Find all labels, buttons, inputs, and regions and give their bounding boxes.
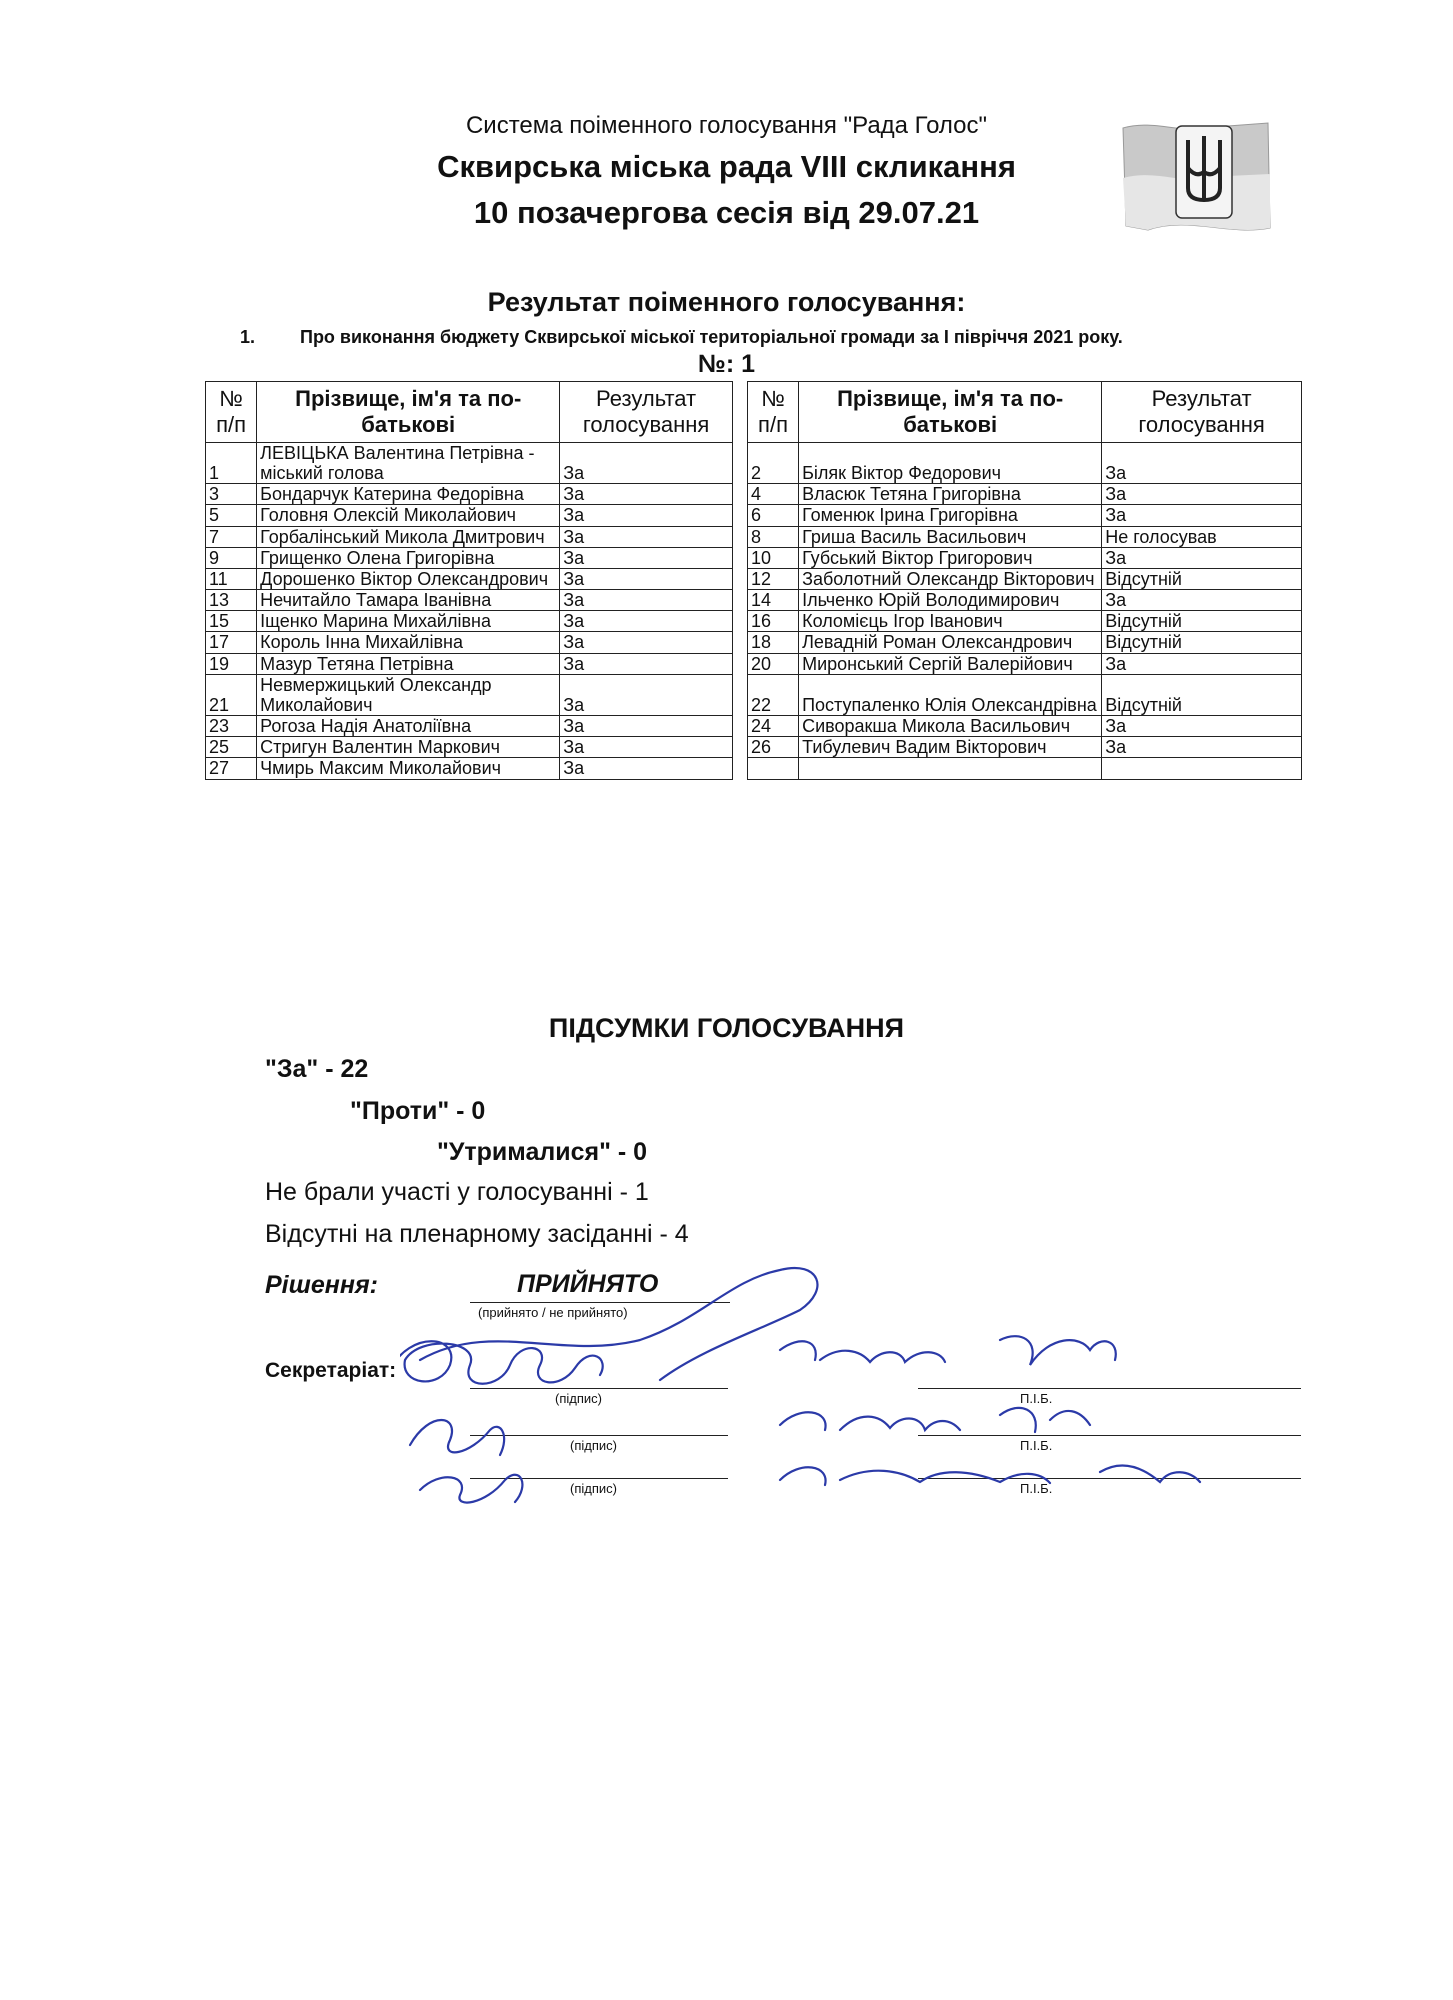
- signature-3-stroke: [420, 1475, 522, 1503]
- cell-name-right: Сиворакша Микола Васильович: [799, 716, 1102, 737]
- cell-name: Бондарчук Катерина Федорівна: [257, 484, 560, 505]
- cell-result-right: Відсутній: [1102, 568, 1302, 589]
- column-gap: [732, 443, 747, 484]
- system-name: Система поіменного голосування "Рада Голос": [465, 112, 988, 139]
- cell-name-right: Гоменюк Ірина Григорівна: [799, 505, 1102, 526]
- summary-title: ПІДСУМКИ ГОЛОСУВАННЯ: [548, 1013, 905, 1043]
- ukraine-flag-trident-emblem: [1118, 118, 1278, 238]
- cell-name: Король Інна Михайлівна: [257, 632, 560, 653]
- header-name: Прізвище, ім'я та по-батькові: [257, 382, 560, 443]
- header-no: № п/п: [206, 382, 257, 443]
- cell-name-right: Тибулевич Вадим Вікторович: [799, 737, 1102, 758]
- cell-no: 9: [206, 547, 257, 568]
- cell-result: За: [560, 737, 733, 758]
- cell-name: Чмирь Максим Миколайович: [257, 758, 560, 779]
- cell-no: 27: [206, 758, 257, 779]
- cell-result: За: [560, 653, 733, 674]
- summary-za: "За" - 22: [265, 1055, 369, 1083]
- cell-name-right: Губський Віктор Григорович: [799, 547, 1102, 568]
- signature-2-stroke: [410, 1420, 504, 1455]
- cell-name-right: Ільченко Юрій Володимирович: [799, 590, 1102, 611]
- cell-result-right: За: [1102, 737, 1302, 758]
- cell-result-right: [1102, 758, 1302, 779]
- cell-result: За: [560, 526, 733, 547]
- cell-result-right: За: [1102, 653, 1302, 674]
- agenda-text: Про виконання бюджету Сквирської міської територіальної громади за І півріччя 2021 року.: [300, 327, 1123, 347]
- cell-result: За: [560, 484, 733, 505]
- decision-label: Рішення:: [265, 1271, 379, 1299]
- cell-no-right: [747, 758, 798, 779]
- cell-no-right: 24: [747, 716, 798, 737]
- cell-name: Головня Олексій Миколайович: [257, 505, 560, 526]
- cell-result-right: За: [1102, 547, 1302, 568]
- name-caption-1: П.І.Б.: [1020, 1391, 1053, 1406]
- signature-caption-2: (підпис): [570, 1438, 617, 1453]
- cell-result: За: [560, 611, 733, 632]
- column-gap: [732, 758, 747, 779]
- cell-name-right: Левадній Роман Олександрович: [799, 632, 1102, 653]
- table-row: [206, 484, 1302, 505]
- name-caption-2: П.І.Б.: [1020, 1438, 1053, 1453]
- column-gap: [732, 484, 747, 505]
- header-result-right: Результат голосування: [1102, 382, 1302, 443]
- cell-name-right: Заболотний Олександр Вікторович: [799, 568, 1102, 589]
- cell-name-right: Власюк Тетяна Григорівна: [799, 484, 1102, 505]
- cell-no-right: 10: [747, 547, 798, 568]
- column-gap: [732, 382, 747, 443]
- decision-hint: (прийнято / не прийнято): [478, 1305, 628, 1320]
- cell-no: 21: [206, 674, 257, 715]
- table-row: [206, 590, 1302, 611]
- handwritten-name-1: [780, 1336, 1116, 1365]
- vote-number: №: 1: [697, 350, 756, 378]
- vote-rows: [206, 443, 1302, 780]
- cell-name: Рогоза Надія Анатоліївна: [257, 716, 560, 737]
- signature-1-loops: [400, 1341, 603, 1384]
- column-gap: [732, 526, 747, 547]
- column-gap: [732, 611, 747, 632]
- cell-no: 17: [206, 632, 257, 653]
- name-caption-3: П.І.Б.: [1020, 1481, 1053, 1496]
- cell-no-right: 8: [747, 526, 798, 547]
- table-row: [206, 547, 1302, 568]
- cell-no: 25: [206, 737, 257, 758]
- result-title: Результат поіменного голосування:: [487, 287, 966, 317]
- long-signature-stroke: [420, 1268, 817, 1380]
- table-row: [206, 505, 1302, 526]
- cell-result-right: За: [1102, 590, 1302, 611]
- cell-result-right: За: [1102, 716, 1302, 737]
- table-row: [206, 632, 1302, 653]
- cell-name: Невмержицький Олександр Миколайович: [257, 674, 560, 715]
- cell-name-right: Гриша Василь Васильович: [799, 526, 1102, 547]
- cell-result-right: За: [1102, 443, 1302, 484]
- header-name-right: Прізвище, ім'я та по-батькові: [799, 382, 1102, 443]
- column-gap: [732, 590, 747, 611]
- agenda-number: 1.: [240, 327, 256, 347]
- handwritten-name-2: [780, 1408, 1090, 1432]
- cell-no-right: 22: [747, 674, 798, 715]
- summary-proty: "Проти" - 0: [350, 1097, 486, 1125]
- cell-name-right: Біляк Віктор Федорович: [799, 443, 1102, 484]
- table-row: [206, 758, 1302, 779]
- session-title: 10 позачергова сесія від 29.07.21: [473, 195, 980, 230]
- council-title: Сквирська міська рада VIII скликання: [437, 149, 1016, 184]
- cell-result: За: [560, 568, 733, 589]
- column-gap: [732, 737, 747, 758]
- decision-value: ПРИЙНЯТО: [517, 1270, 659, 1298]
- cell-result-right: Відсутній: [1102, 674, 1302, 715]
- column-gap: [732, 674, 747, 715]
- table-row: [206, 568, 1302, 589]
- cell-no: 3: [206, 484, 257, 505]
- cell-result: За: [560, 505, 733, 526]
- table-row: [206, 611, 1302, 632]
- cell-no: 1: [206, 443, 257, 484]
- cell-no-right: 14: [747, 590, 798, 611]
- cell-no: 11: [206, 568, 257, 589]
- cell-no-right: 12: [747, 568, 798, 589]
- cell-result-right: Відсутній: [1102, 632, 1302, 653]
- column-gap: [732, 716, 747, 737]
- summary-not-participated: Не брали участі у голосуванні - 1: [265, 1178, 649, 1206]
- cell-name-right: Поступаленко Юлія Олександрівна: [799, 674, 1102, 715]
- table-row: [206, 443, 1302, 484]
- summary-absent: Відсутні на пленарному засіданні - 4: [265, 1220, 689, 1248]
- cell-no-right: 4: [747, 484, 798, 505]
- cell-result-right: За: [1102, 484, 1302, 505]
- cell-name: Горбалінський Микола Дмитрович: [257, 526, 560, 547]
- cell-no-right: 16: [747, 611, 798, 632]
- cell-result: За: [560, 590, 733, 611]
- cell-no: 5: [206, 505, 257, 526]
- cell-no-right: 2: [747, 443, 798, 484]
- cell-no-right: 26: [747, 737, 798, 758]
- signature-caption-3: (підпис): [570, 1481, 617, 1496]
- cell-result: За: [560, 758, 733, 779]
- cell-result-right: За: [1102, 505, 1302, 526]
- cell-no: 7: [206, 526, 257, 547]
- cell-name: Мазур Тетяна Петрівна: [257, 653, 560, 674]
- cell-name: Нечитайло Тамара Іванівна: [257, 590, 560, 611]
- column-gap: [732, 653, 747, 674]
- table-row: [206, 716, 1302, 737]
- cell-name: ЛЕВІЦЬКА Валентина Петрівна - міський голова: [257, 443, 560, 484]
- cell-name-right: Миронський Сергій Валерійович: [799, 653, 1102, 674]
- cell-no: 15: [206, 611, 257, 632]
- cell-result: За: [560, 547, 733, 568]
- cell-no: 19: [206, 653, 257, 674]
- cell-result: За: [560, 632, 733, 653]
- table-header-row: [206, 382, 1302, 443]
- cell-name: Грищенко Олена Григорівна: [257, 547, 560, 568]
- handwritten-name-3: [780, 1465, 1200, 1485]
- cell-name-right: [799, 758, 1102, 779]
- cell-result-right: Не голосував: [1102, 526, 1302, 547]
- column-gap: [732, 568, 747, 589]
- header-no-right: № п/п: [747, 382, 798, 443]
- column-gap: [732, 505, 747, 526]
- summary-utrymalysia: "Утрималися" - 0: [437, 1138, 648, 1166]
- cell-result: За: [560, 674, 733, 715]
- cell-name: Дорошенко Віктор Олександрович: [257, 568, 560, 589]
- table-row: [206, 737, 1302, 758]
- vote-results-table: [205, 381, 1302, 780]
- cell-no: 23: [206, 716, 257, 737]
- table-row: [206, 653, 1302, 674]
- cell-result: За: [560, 716, 733, 737]
- cell-name: Іщенко Марина Михайлівна: [257, 611, 560, 632]
- column-gap: [732, 547, 747, 568]
- cell-no-right: 18: [747, 632, 798, 653]
- cell-name: Стригун Валентин Маркович: [257, 737, 560, 758]
- cell-result-right: Відсутній: [1102, 611, 1302, 632]
- cell-result: За: [560, 443, 733, 484]
- table-row: [206, 674, 1302, 715]
- header-result: Результат голосування: [560, 382, 733, 443]
- cell-name-right: Коломієць Ігор Іванович: [799, 611, 1102, 632]
- column-gap: [732, 632, 747, 653]
- secretariat-label: Секретаріат:: [265, 1359, 397, 1382]
- cell-no-right: 20: [747, 653, 798, 674]
- cell-no-right: 6: [747, 505, 798, 526]
- handwritten-signatures: [400, 1240, 1300, 1540]
- table-row: [206, 526, 1302, 547]
- signature-caption-1: (підпис): [555, 1391, 602, 1406]
- cell-no: 13: [206, 590, 257, 611]
